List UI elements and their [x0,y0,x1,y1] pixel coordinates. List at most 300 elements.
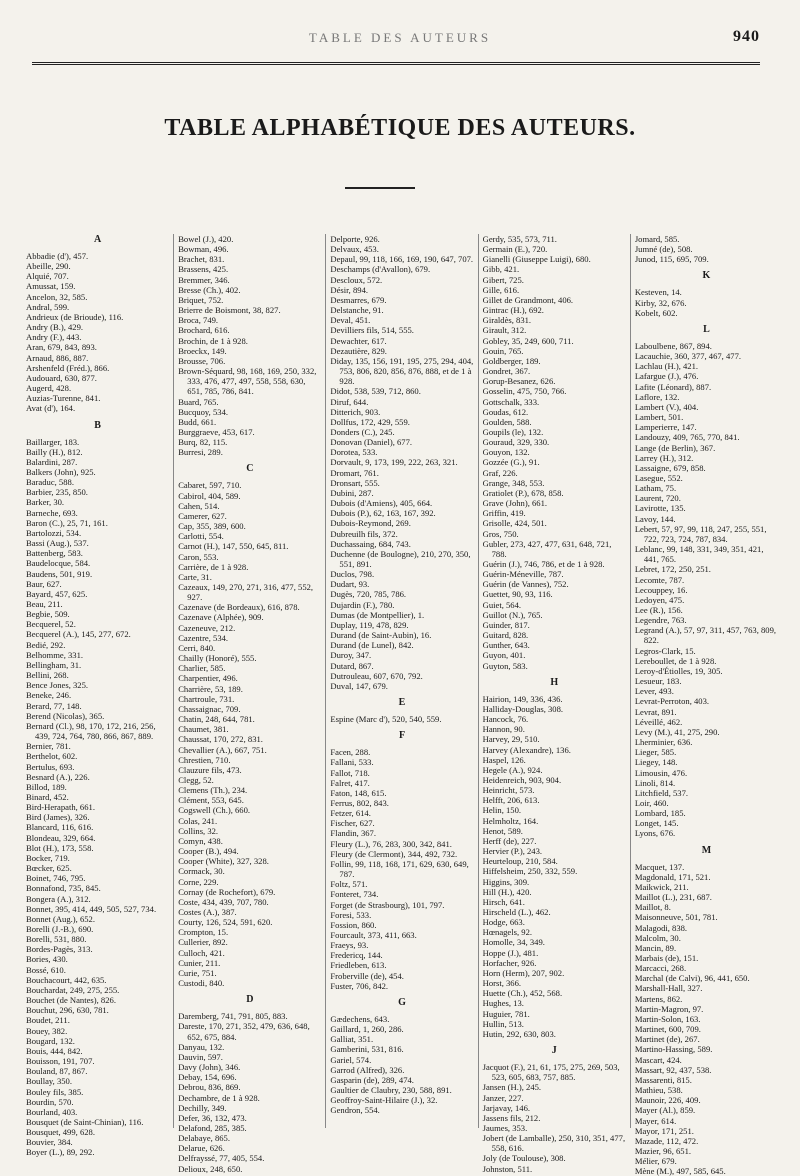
index-entry: Ancelon, 32, 585. [26,291,88,302]
index-entry: Leroy-d'Étiolles, 19, 305. [634,665,723,676]
index-entry: Maillot, 8. [634,902,671,913]
index-entry: Bouvier, 384. [26,1137,73,1148]
index-entry: Corne, 229. [178,876,219,887]
index-entry: Dubois-Reymond, 269. [330,518,411,529]
index-entry: Martens, 862. [634,993,683,1004]
index-entry: Auzias-Turenne, 841. [26,393,101,404]
index-entry: Cooper (B.), 494. [178,846,239,857]
index-entry: Gillet de Grandmont, 406. [482,294,574,305]
index-entry: Binard, 452. [26,791,69,802]
index-entry: Balardini, 287. [26,456,78,467]
section-letter: M [701,844,712,856]
index-entry: Jassens fils, 212. [482,1112,541,1123]
index-entry: Bedié, 292. [26,639,66,650]
index-entry: Delstanche, 91. [330,305,384,316]
index-entry: Balkers (John), 925. [26,466,96,477]
index-entry: Cazeneuve, 212. [178,622,236,633]
index-entry: Bonnafond, 735, 845. [26,883,101,894]
index-entry: Hairion, 149, 336, 436. [482,693,563,704]
index-entry: Jobert (de Lamballe), 250, 310, 351, 477, 558, 616. [482,1133,626,1154]
index-entry: Costes (A.), 387. [178,907,237,917]
index-entry: Ditterich, 903. [330,406,381,417]
index-entry: Foresi, 533. [330,909,372,920]
index-entry: Andrieux (de Brioude), 116. [26,311,124,322]
index-entry: Carte, 31. [178,571,212,582]
index-entry: Gamberini, 531, 816. [330,1044,404,1055]
index-entry: Mazade, 112, 472. [634,1135,699,1146]
index-entry: Maunoir, 226, 409. [634,1095,701,1106]
index-entry: Goldberger, 189. [482,355,541,366]
index-entry: Cahen, 514. [178,500,220,511]
index-entry: Facen, 288. [330,747,371,758]
index-entry: Delporte, 926. [330,234,380,244]
index-entry: Giraldès, 831. [482,315,532,326]
index-entry: Kobelt, 602. [634,307,678,318]
index-entry: Descloux, 572. [330,274,383,285]
index-entry: Bernard (Cl.), 98, 170, 172, 216, 256, 439, 724, 764, 780, 866, 867, 889. [26,720,156,742]
section-letter: B [94,419,101,431]
index-column [22,234,173,1158]
index-entry: Bouchet (de Nantes), 826. [26,995,116,1006]
index-entry: Bucquoy, 534. [178,406,229,417]
index-entry: Laflore, 132. [634,391,680,402]
index-entry: Dechilly, 349. [178,1102,227,1113]
index-entry: Baron (C.), 25, 71, 161. [26,517,108,528]
index-entry: Andry (F.), 443. [26,332,82,343]
index-entry: Duplay, 119, 478, 829. [330,619,409,630]
index-entry: Mathieu, 538. [634,1085,683,1096]
page-number: 940 [733,28,760,45]
index-entry: Jansen (H.), 245. [482,1082,542,1093]
index-entry: Bayard, 457, 625. [26,588,88,599]
index-entry: Grisolle, 424, 501. [482,518,547,529]
index-entry: Billod, 189. [26,781,67,792]
index-entry: Loir, 460. [634,797,669,808]
index-entry: Crompton, 15. [178,927,229,938]
index-entry: Gasparin (de), 289, 474. [330,1074,414,1085]
index-entry: Bertulus, 693. [26,761,75,772]
index-entry: Herff (de), 227. [482,835,537,846]
index-entry: Deschamps (d'Avallon), 679. [330,264,431,275]
index-entry: Janzer, 227. [482,1092,524,1103]
index-entry: Donders (C.), 245. [330,426,395,437]
index-entry: Caron, 553. [178,551,219,562]
index-entry: Chevallier (A.), 667, 751. [178,744,267,755]
index-entry: Harvey (Alexandre), 136. [482,744,571,755]
index-entry: Budd, 661. [178,416,217,427]
index-entry: Clément, 553, 645. [178,795,244,806]
index-entry: Mancin, 89. [634,942,677,953]
index-entry: Goudas, 612. [482,406,529,417]
section-letter: G [398,996,406,1008]
index-entry: Bonnet, 395, 414, 449, 505, 527, 734. [26,903,157,914]
index-entry: Graf, 226. [482,467,518,478]
index-entry: Bouis, 444, 842. [26,1045,83,1056]
index-entry: Burggraeve, 453, 617. [178,426,255,437]
index-entry: Landouzy, 409, 765, 770, 841. [634,432,740,443]
index-entry: Guérin-Méneville, 787. [482,569,564,580]
index-entry: Forget (de Strasbourg), 101, 797. [330,899,445,910]
index-entry: Goulden, 588. [482,416,532,427]
index-entry: Joly (de Toulouse), 308. [482,1153,566,1164]
index-entry: Laurent, 720. [634,493,681,504]
index-entry: Dubois (P.), 62, 163, 167, 392. [330,508,436,519]
index-entry: Gros, 750. [482,528,519,539]
index-entry: Delarue, 626. [178,1143,225,1154]
index-entry: Devilliers fils, 514, 555. [330,325,414,336]
section-letter: J [551,1045,557,1057]
index-entry: Baudelocque, 584. [26,558,91,569]
index-entry: Lecouppey, 16. [634,584,688,595]
index-entry: Hegele (A.), 924. [482,764,543,775]
index-entry: Grave (John), 661. [482,498,548,509]
index-entry: Martin-Magron, 97. [634,1003,704,1014]
index-entry: Cazeaux, 149, 270, 271, 316, 477, 552, 927. [178,582,314,603]
index-entry: Duval, 147, 679. [330,680,388,691]
index-entry: Brousse, 706. [178,355,226,366]
index-entry: Martinet, 600, 709. [634,1024,701,1035]
index-entry: Barker, 30. [26,497,65,508]
index-entry: Levy (M.), 41, 275, 290. [634,726,720,737]
index-entry: Dumas (de Montpellier), 1. [330,609,425,620]
index-entry: Marcacci, 268. [634,963,687,974]
index-entry: Foltz, 571. [330,879,368,890]
index-entry: Bernier, 781. [26,741,71,752]
index-entry: Heidenreich, 903, 904. [482,774,562,785]
index-entry: Helmholtz, 164. [482,815,539,826]
index-entry: Massart, 92, 437, 538. [634,1064,712,1075]
index-entry: Longet, 145. [634,818,679,829]
index-entry: Mazier, 96, 651. [634,1145,692,1156]
index-entry: Bongera (A.), 312. [26,893,91,904]
index-entry: Dezautière, 829. [330,345,387,356]
index-entry: Magdonald, 171, 521. [634,871,711,882]
index-entry: Carlotti, 554. [178,531,224,542]
index-entry: Lombard, 185. [634,808,686,819]
index-entry: Briquet, 752. [178,294,224,305]
index-entry: Fischer, 627. [330,818,375,829]
index-entry: Charpentier, 496. [178,673,238,684]
index-entry: Bourland, 403. [26,1106,78,1117]
index-entry: Bailly (H.), 812. [26,446,83,457]
index-entry: Bousquet (de Saint-Chinian), 116. [26,1116,144,1127]
index-entry: Fallot, 718. [330,767,370,778]
index-entry: Hirsch, 641. [482,896,525,907]
index-entry: Galliat, 351. [330,1034,374,1045]
index-entry: Dubreuilh fils, 372. [330,528,398,539]
index-entry: Hughes, 13. [482,998,524,1009]
index-entry: Duchassaing, 684, 743. [330,538,411,549]
index-entry: Legrand (A.), 57, 97, 311, 457, 763, 809, 822. [634,625,777,646]
index-entry: Bocker, 719. [26,852,70,863]
index-entry: Audouard, 630, 877. [26,372,97,383]
index-entry: Dollfus, 172, 429, 559. [330,416,410,427]
index-entry: Limousin, 476. [634,767,688,778]
index-entry: Guyon, 401. [482,650,526,661]
index-entry: Bird-Herapath, 661. [26,802,95,813]
index-entry: Helin, 150. [482,805,522,816]
index-entry: Gondret, 367. [482,366,531,377]
index-entry: Broca, 749. [178,315,219,326]
index-entry: Durand (de Lunel), 842. [330,640,414,651]
index-entry: Arnaud, 886, 887. [26,352,89,363]
index-entry: Blancard, 116, 616. [26,822,94,833]
index-entry: Massarenti, 815. [634,1074,692,1085]
index-entry: Lavirotte, 135. [634,503,686,514]
index-entry: Martino-Hassing, 589. [634,1044,713,1055]
index-entry: Augerd, 428. [26,383,72,394]
index-entry: Desmarres, 679. [330,294,387,305]
index-entry: Diruf, 644. [330,396,369,407]
index-entry: Guitard, 828. [482,630,529,641]
index-entry: Brown-Séquard, 98, 168, 169, 250, 332, 333, 476, 477, 497, 558, 558, 630, 651, 785, 786, 841. [178,366,317,397]
index-entry: Germain (E.), 720. [482,244,548,255]
index-entry: Lecomte, 787. [634,574,685,585]
index-entry: Alquié, 707. [26,271,69,282]
index-entry: Delvaux, 453. [330,244,379,255]
index-entry: Duclos, 798. [330,569,375,580]
index-entry: Lange (de Berlin), 367. [634,442,716,453]
index-entry: Mayer, 614. [634,1115,677,1126]
index-entry: Amussat, 159. [26,281,76,292]
index-entry: Léveillé, 462. [634,716,683,727]
index-entry: Lee (R.), 156. [634,605,683,615]
index-column [478,234,630,1174]
index-entry: Donovan (Daniel), 677. [330,437,413,448]
index-entry: Debay, 154, 696. [178,1072,237,1083]
index-entry: Helfft, 206, 613. [482,795,540,806]
index-entry: Battenberg, 583. [26,548,83,559]
index-entry: Broeckx, 149. [178,345,227,356]
index-entry: Collins, 32. [178,825,219,836]
index-entry: Dudart, 93. [330,579,370,590]
index-entry: Blot (H.), 173, 558. [26,842,94,853]
index-entry: Gratiolet (P.), 678, 858. [482,487,564,498]
index-entry: Delioux, 248, 650. [178,1163,243,1174]
index-entry: Dutrouleau, 607, 670, 792. [330,670,423,681]
index-entry: Heurteloup, 210, 584. [482,856,558,867]
index-entry: Bellini, 268. [26,670,69,681]
index-entry: Bresse (Ch.), 402. [178,284,241,295]
index-entry: Hutin, 292, 630, 803. [482,1028,556,1039]
index-entry: Horst, 366. [482,978,522,989]
index-entry: Hœnagels, 92. [482,927,533,938]
index-entry: Abeille, 290. [26,261,71,272]
index-entry: Burq, 82, 115. [178,437,228,448]
index-entry: Guyton, 583. [482,660,528,671]
index-entry: Dujardin (F.), 780. [330,599,395,610]
index-entry: Larrey (H.), 312. [634,452,694,463]
index-entry: Mascart, 424. [634,1054,682,1065]
index-entry: Dauvin, 597. [178,1051,223,1062]
index-entry: Gianelli (Giuseppe Luigi), 680. [482,254,591,265]
index-entry: Bassi (Aug.), 537. [26,538,89,549]
index-entry: Bowman, 496. [178,244,229,255]
index-entry: Gouraud, 329, 330. [482,437,550,448]
index-entry: Espine (Marc d'), 520, 540, 559. [330,714,442,725]
index-entry: Cornay (de Rochefort), 679. [178,886,276,897]
index-entry: Maikwick, 211. [634,881,689,892]
index-entry: Bœcker, 625. [26,863,72,874]
index-entry: Chrestien, 710. [178,754,231,765]
index-entry: Martinet (de), 267. [634,1034,700,1045]
index-entry: Dewachter, 617. [330,335,387,346]
index-entry: Gozzée (G.), 91. [482,457,540,468]
index-entry: Cabirol, 404, 589. [178,490,241,501]
index-entry: Danyau, 132. [178,1041,225,1052]
index-entry: Baraduc, 588. [26,477,74,488]
index-entry: Gottschalk, 333. [482,396,540,407]
index-entry: Jomard, 585. [634,234,680,244]
index-entry: Martin-Solon, 163. [634,1013,701,1024]
index-entry: Chartroule, 731. [178,693,235,704]
index-entry: Heinricht, 573. [482,785,535,796]
index-entry: Charrière, 53, 189. [178,683,243,694]
index-entry: Kesteven, 14. [634,287,682,298]
index-entry: Chailly (Honoré), 555. [178,653,257,664]
index-entry: Fetzer, 614. [330,808,371,819]
index-entry: Delabaye, 865. [178,1133,230,1144]
index-entry: Clauzure fils, 473. [178,764,242,775]
index-entry: Gouyon, 132. [482,447,530,458]
index-entry: Dronsart, 555. [330,477,380,488]
index-entry: Buard, 765. [178,396,219,407]
index-entry: Lamperierre, 147. [634,422,697,433]
index-entry: Durand (de Saint-Aubin), 16. [330,630,432,641]
index-entry: Berthelot, 602. [26,751,78,762]
index-entry: Malcolm, 30. [634,932,681,943]
index-entry: Henot, 589. [482,825,523,836]
index-entry: Cabaret, 597, 710. [178,480,242,491]
index-column [325,234,477,1128]
index-entry: Linoli, 814. [634,777,676,788]
index-entry: Friedleben, 613. [330,960,387,971]
index-entry: Legendre, 763. [634,615,687,626]
index-entry: Mène (M.), 497, 585, 645. [634,1166,726,1176]
index-entry: Dubini, 287. [330,487,374,498]
index-entry: Lieger, 585. [634,747,677,758]
index-entry: Gaultier de Claubry, 230, 588, 891. [330,1085,452,1096]
index-entry: Colas, 241. [178,815,218,826]
index-entry: Gobley, 35, 249, 600, 711. [482,335,574,346]
index-entry: Guérin (J.), 746, 786, et de 1 à 928. [482,559,605,569]
index-entry: Berard, 77, 148. [26,700,82,711]
index-entry: Lassaigne, 679, 858. [634,462,706,473]
index-entry: Mayer (Al.), 859. [634,1105,696,1116]
index-entry: Lafargue (J.), 476. [634,371,699,382]
section-letter: F [398,730,406,742]
index-entry: Higgins, 309. [482,876,530,887]
index-entry: Bouey, 382. [26,1025,68,1036]
index-entry: Faton, 148, 615. [330,787,387,798]
index-entry: Bossé, 610. [26,964,66,975]
index-entry: Arshenfeld (Fréd.), 866. [26,362,110,373]
index-entry: Delafond, 285, 385. [178,1122,247,1133]
section-letter: H [550,676,559,688]
index-entry: Clemens (Th.), 234. [178,785,248,796]
index-entry: Andral, 599. [26,301,70,312]
index-entry: Dorvault, 9, 173, 199, 222, 263, 321. [330,457,458,468]
index-entry: Lasegue, 552. [634,472,683,483]
index-entry: Hancock, 76. [482,714,529,725]
index-entry: Hirscheld (L.), 462. [482,907,551,917]
index-entry: Homolle, 34, 349. [482,937,545,948]
index-entry: Boullay, 350. [26,1076,72,1087]
index-entry: Jarjavay, 146. [482,1102,531,1113]
page-title: TABLE ALPHABÉTIQUE DES AUTEURS. [164,115,636,141]
index-entry: Litchfield, 537. [634,787,689,798]
index-entry: Gosselin, 475, 750, 766. [482,386,567,397]
index-entry: Malagodi, 838. [634,922,688,933]
index-entry: Brassens, 425. [178,264,229,275]
index-entry: Gouin, 765. [482,345,524,356]
index-entry: Lachlau (H.), 421. [634,361,699,372]
index-entry: Lafite (Léonard), 887. [634,381,712,392]
index-entry: Fallani, 533. [330,757,374,768]
index-entry: Cerri, 840. [178,642,216,653]
index-entry: Cazenave (de Bordeaux), 616, 878. [178,602,300,613]
index-entry: Boyer (L.), 89, 292. [26,1147,95,1158]
index-entry: Cormack, 30. [178,866,225,877]
index-entry: Daremberg, 741, 791, 805, 883. [178,1011,288,1022]
index-entry: Beau, 211. [26,599,63,609]
index-entry: Burresi, 289. [178,447,223,458]
index-entry: Gibert, 725. [482,274,524,285]
index-entry: Blondeau, 329, 664. [26,832,96,843]
index-entry: Cap, 355, 389, 600. [178,521,246,532]
index-entry: Dubois (d'Amiens), 405, 664. [330,498,433,509]
index-entry: Gintrac (H.), 692. [482,305,544,316]
index-entry: Froberville (de), 454. [330,970,404,981]
index-entry: Brachet, 831. [178,254,225,265]
index-entry: Dutard, 867. [330,660,374,671]
index-entry: Bartolozzi, 534. [26,527,82,538]
index-entry: Bousquet, 499, 628. [26,1127,95,1138]
index-entry: Lherminier, 636. [634,737,693,748]
index-entry: Cullerier, 892. [178,937,228,948]
index-entry: Fleury (L.), 76, 283, 300, 342, 841. [330,838,452,849]
index-entry: Marshall-Hall, 327. [634,983,703,994]
index-entry: Lyons, 676. [634,828,676,839]
index-entry: Junod, 115, 695, 709. [634,254,709,265]
section-letter: K [702,270,711,282]
index-entry: Gaillard, 1, 260, 286. [330,1024,404,1035]
index-entry: Lambert, 501. [634,412,684,423]
index-entry: Cazentre, 534. [178,632,229,643]
index-entry: Fuster, 706, 842. [330,980,389,991]
index-entry: Horn (Herm), 207, 902. [482,967,565,978]
section-letter: L [703,323,710,335]
top-double-rule [32,62,760,67]
index-entry: Curie, 751. [178,967,217,978]
index-entry: Harvey, 29, 510. [482,734,540,745]
index-entry: Beneke, 246. [26,690,72,701]
index-entry: Gorup-Besanez, 626. [482,376,556,387]
index-entry: Hoppe (J.), 481. [482,947,539,958]
index-entry: Falret, 417. [330,777,370,788]
index-entry: Fraeys, 93. [330,940,369,951]
index-entry: Baudens, 501, 919. [26,568,93,579]
index-entry: Cooper (White), 327, 328. [178,856,269,867]
index-entry: Deval, 451. [330,315,371,326]
index-entry: Dechambre, de 1 à 928. [178,1092,260,1103]
index-entry: Gendron, 554. [330,1105,380,1116]
index-entry: Johnston, 511. [482,1163,533,1174]
index-entry: Bremmer, 346. [178,274,230,285]
index-entry: Gerdy, 535, 573, 711. [482,234,557,244]
index-entry: Gille, 616. [482,284,520,295]
index-entry: Barneche, 693. [26,507,78,518]
